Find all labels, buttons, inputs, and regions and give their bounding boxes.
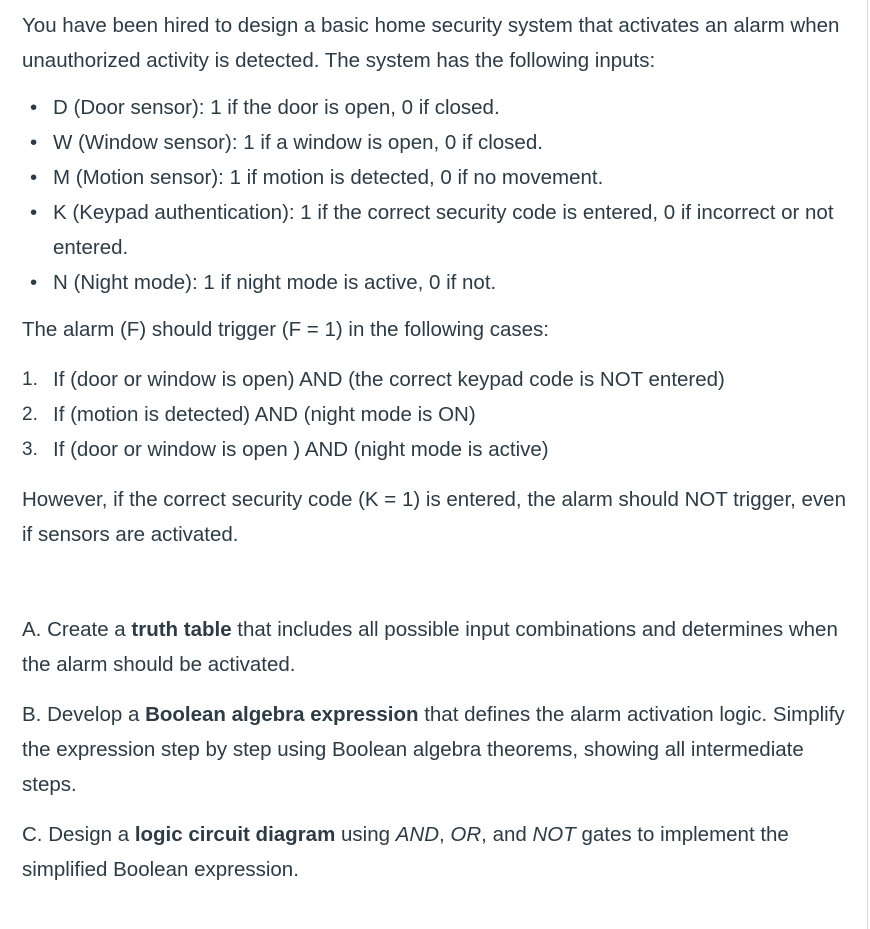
task-b-prefix: B. Develop a (22, 703, 146, 726)
input-w-text: W (Window sensor): 1 if a window is open, 0 if closed. (53, 131, 543, 154)
bullet-icon: • (30, 96, 38, 119)
gate-not: NOT (532, 823, 576, 846)
list-item (22, 397, 850, 432)
cases-list (22, 362, 850, 467)
list-item (22, 195, 850, 265)
intro-paragraph: You have been hired to design a basic home security system that activates an alarm when unauthorized activity is detected. The system has the following inputs: (22, 14, 840, 72)
right-divider (867, 0, 868, 929)
task-c-keyword: logic circuit diagram (134, 823, 336, 846)
input-d-text: D (Door sensor): 1 if the door is open, 0 if closed. (53, 96, 500, 119)
list-item (22, 362, 850, 397)
task-c-suffix: gates to implement the simplified Boolean expression. (22, 823, 789, 881)
task-c-prefix: C. Design a (22, 823, 135, 846)
task-a-keyword: truth table (131, 618, 232, 641)
case-text: If (motion is detected) AND (night mode is ON) (53, 403, 476, 426)
case-number: 3. (22, 439, 38, 460)
input-k-text: K (Keypad authentication): 1 if the correct security code is entered, 0 if incorrect or not entered. (53, 201, 834, 259)
task-c-and: , and (481, 823, 533, 846)
however-paragraph: However, if the correct security code (K = 1) is entered, the alarm should NOT trigger, even if sensors are activated. (22, 488, 846, 546)
case-text: If (door or window is open) AND (the correct keypad code is NOT entered) (53, 368, 725, 391)
list-item (22, 265, 850, 300)
case-text: If (door or window is open ) AND (night mode is active) (53, 438, 549, 461)
case-number: 2. (22, 404, 38, 425)
bullet-icon: • (30, 271, 38, 294)
bullet-icon: • (30, 131, 38, 154)
task-b-suffix: that defines the alarm activation logic. Simplify the expression step by step using Boolean algebra theorems, showing all intermediate steps. (22, 703, 845, 796)
list-item (22, 90, 850, 125)
list-item (22, 160, 850, 195)
task-a-prefix: A. Create a (22, 618, 132, 641)
task-b-keyword: Boolean algebra expression (145, 703, 419, 726)
cases-intro: The alarm (F) should trigger (F = 1) in the following cases: (22, 318, 549, 341)
bullet-icon: • (30, 201, 38, 224)
task-a (22, 612, 850, 682)
list-item (22, 432, 850, 467)
task-c-comma: , (439, 823, 451, 846)
task-b (22, 697, 850, 802)
gate-or: OR (450, 823, 482, 846)
gate-and: AND (395, 823, 440, 846)
task-c-using: using (335, 823, 396, 846)
list-item (22, 125, 850, 160)
input-m-text: M (Motion sensor): 1 if motion is detected, 0 if no movement. (53, 166, 604, 189)
assignment-content (22, 8, 850, 902)
case-number: 1. (22, 369, 38, 390)
bullet-icon: • (30, 166, 38, 189)
input-n-text: N (Night mode): 1 if night mode is active, 0 if not. (53, 271, 497, 294)
inputs-list (22, 90, 850, 300)
task-a-suffix: that includes all possible input combinations and determines when the alarm should be activated. (22, 618, 838, 676)
task-c (22, 817, 850, 887)
